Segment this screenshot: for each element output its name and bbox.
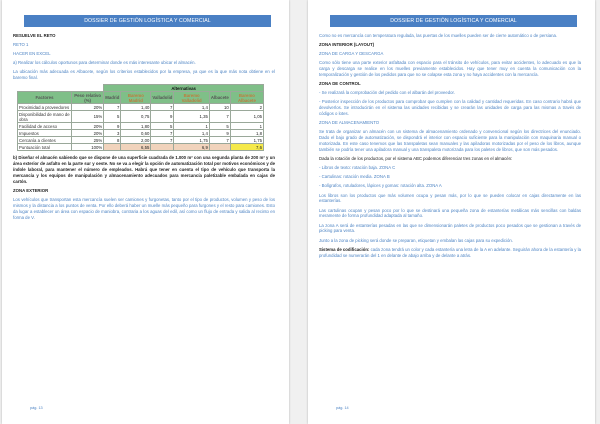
table-cell: 7 <box>209 137 230 144</box>
table-cell: Cercanía a clientes <box>18 137 72 144</box>
table-cell: 1,40 <box>121 104 151 111</box>
page-header-banner: DOSSIER DE GESTIÓN LOGÍSTICA Y COMERCIAL <box>24 15 271 27</box>
table-cell <box>151 144 174 151</box>
page-body <box>13 33 275 224</box>
table-header: Baremo Valladolid <box>174 92 209 104</box>
question-a: a) Realizar los cálculos oportunos para determinar donde es más interesante ubicar el almacén. <box>13 60 196 66</box>
table-row <box>18 137 264 144</box>
document-page-13 <box>2 0 289 424</box>
zona-exterior-text: Los vehículos que transportan esta mercancía suelen ser camiones y furgonetas, tanto por el tipo de productos, volumen y peso de los mismos y la distancia a los puntos de venta. Por ello deberá haber un muelle más pequeño para furgones y el resto para camiones. Esto da lugar a establecer un área con espacio de maniobra, contraria a los aguas del edil, así como un flujo de entrada y salida al recinto en forma de V. <box>13 197 275 220</box>
paragraph: Los libros son los productos que más volumen ocupa y pesan más, por lo que se pueden colocar en cajas directamente en las estanterías. <box>319 192 581 204</box>
table-cell: 1,4 <box>174 104 209 111</box>
paragraph: Como sólo tiene una parte exterior asfaltada con espacio para el tránsito de vehículos, para evitar accidentes, lo adecuado es que la carga y descarga se realice en los muelles previamente establecidos. Hay que tener muy en cuenta la comunicación con la temporalización y gestión de los pedidos para que no se colapse esta zona y no haya accidentes con la mercancía. <box>319 60 581 78</box>
paragraph: Dada la rotación de los productos, por el sistema ABC podemos diferenciar tres zonas en el almacén: <box>319 156 513 162</box>
table-row <box>18 130 264 137</box>
section-title-zona-exterior: ZONA EXTERIOR <box>13 188 49 194</box>
table-header: Valladolid <box>151 92 174 104</box>
subsection-title: ZONA DE CARGA Y DESCARGA <box>319 51 384 57</box>
table-header: Baremo Albacete <box>230 92 263 104</box>
table-cell: 20% <box>72 104 104 111</box>
table-header: Factores <box>18 92 72 104</box>
table-header: Albacete <box>209 92 230 104</box>
page-body <box>319 33 581 262</box>
table-cell: 5 <box>209 123 230 130</box>
table-cell: 7 <box>151 104 174 111</box>
table-cell: 0,60 <box>121 130 151 137</box>
alternatives-table <box>17 84 264 151</box>
table-cell: 7 <box>209 111 230 123</box>
section-title-zona-control: ZONA DE CONTROL <box>319 81 361 87</box>
subsection-title: ZONA DE ALMACENAMIENTO <box>319 120 380 126</box>
table-group-header: Alternativas <box>104 85 264 92</box>
table-cell: Proximidad a proveedores <box>18 104 72 111</box>
table-intro: La ubicación más adecuada es Albacete, según los criterios establecidos por la empresa, ya que es la que más nota obtiene en el baremo final. <box>13 69 275 81</box>
table-header: Baremo Madrid <box>121 92 151 104</box>
table-cell: Facilidad de acceso <box>18 123 72 130</box>
table-cell: 15% <box>72 111 104 123</box>
table-cell: 7 <box>151 137 174 144</box>
hacer-label: HACER EN EXCEL <box>13 51 51 57</box>
list-item: - Se realizará la comprobación del pedido con el albarán del proveedor. <box>319 90 455 96</box>
table-cell: 1,8 <box>230 130 263 137</box>
table-cell: 100% <box>72 144 104 151</box>
table-cell: 25% <box>72 137 104 144</box>
table-cell: Puntuación total <box>18 144 72 151</box>
table-cell: 1,4 <box>174 130 209 137</box>
paragraph: La zona A será de estanterías pesadas en las que se dimensionarán paletes de productos poco pesados que se gestionan a través de picking para venta. <box>319 222 581 234</box>
page-header-banner: DOSSIER DE GESTIÓN LOGÍSTICA Y COMERCIAL <box>330 15 577 27</box>
table-cell: 9 <box>209 130 230 137</box>
table-cell: 5 <box>104 111 121 123</box>
list-item: - Cartulinas: rotación media. ZONA B <box>319 174 390 180</box>
page-number: pág. 13 <box>30 406 43 410</box>
table-cell: 1,75 <box>174 137 209 144</box>
table-cell: 1 <box>174 123 209 130</box>
document-page-14 <box>308 0 595 424</box>
table-cell: 1 <box>230 123 263 130</box>
reto-label: RETO 1 <box>13 42 29 48</box>
list-item: - Libros de texto: rotación baja. ZONA C <box>319 165 396 171</box>
table-cell: Disponibilidad de mano de obra <box>19 111 70 122</box>
paragraph: Como no es mercancía con temperatura regulada, las puertas de los muelles pueden ser de cierre automático o de persiana. <box>319 33 558 38</box>
table-cell: 9 <box>104 123 121 130</box>
list-item: - Bolígrafos, rotuladores, lápices y gomas: rotación alta. ZONA A <box>319 183 442 189</box>
table-cell: 5 <box>151 123 174 130</box>
table-cell-highlight: 7,6 <box>230 144 263 151</box>
list-item: - Posterior inspección de los productos para comprobar que cumplen con la calidad y cantidad requeridas. En caso contrario habrá que devolverlos. Se introducirán en el sistema las unidades recibidas y se crearán las unidades de carga para las mismas a través de códigos o lotes. <box>319 99 581 117</box>
paragraph-codificacion <box>319 247 581 259</box>
table-row-total <box>18 144 264 151</box>
question-b: b) Diseñar el almacén sabiendo que se dispone de una superficie cuadrada de 1.000 m² con una segunda planta de 200 m² y un área exterior de asfalto en la parte sur y oeste. No se va a elegir la opción de automatización total por motivos económicos y de índole laboral, para mantener el número de empleados. Habrá que tener en cuenta el tipo de vehículo que transporta la mercancía y los equipos de manipulación y almacenamiento adecuados para mercancía paletizable embalada en cajas de cartón. <box>13 155 275 184</box>
page-number: pág. 14 <box>336 406 349 410</box>
table-cell: 6,55 <box>121 144 151 151</box>
table-cell: 1,75 <box>230 137 263 144</box>
table-cell: 20% <box>72 130 104 137</box>
paragraph: Se trata de organizar un almacén con un sistema de almacenamiento ordenado y convencional según los directrices del enunciado. Dado el bajo grado de automatización, se dispondrá el interior con espacio suficiente para la manipulación con maquinaria manual o motorizada. En este caso tenemos que las transpaletas sean manuales y las apiladoras motorizadas por el peso de los libros, aunque también se podría tener una apiladora manual y una transpaleta motorizada para los paletes de libros, que son más pesados. <box>319 129 581 153</box>
table-cell: 7 <box>104 104 121 111</box>
table-row <box>18 111 264 123</box>
section-title-zona-interior: ZONA INTERIOR (LAYOUT) <box>319 42 375 48</box>
table-cell: 1,05 <box>230 111 263 123</box>
codificacion-text: cada zona tendrá un color y cada estantería una letra de la A en adelante. Seguirán ahora de la estantería y la profundidad se numerarán del 1 en delante de abajo arriba y de delante a atrás. <box>319 246 581 258</box>
table-cell <box>104 144 121 151</box>
table-cell: 1,80 <box>121 123 151 130</box>
table-cell: Impuestos <box>18 130 72 137</box>
table-cell <box>209 144 230 151</box>
table-row <box>18 104 264 111</box>
table-cell: 1,35 <box>174 111 209 123</box>
table-cell: 6,9 <box>174 144 209 151</box>
table-cell: 2 <box>230 104 263 111</box>
table-cell: 10 <box>209 104 230 111</box>
table-row <box>18 123 264 130</box>
paragraph: Las cartulinas ocupan y pesan poco por lo que se destinará una pequeña zona de estanterías metálicas más sencillas con baldas meramente de forma profundidad adaptada al tamaño. <box>319 207 581 219</box>
table-cell: 3 <box>104 130 121 137</box>
table-cell: 2,00 <box>121 137 151 144</box>
section-title-resuelve: RESUELVE EL RETO <box>13 33 56 38</box>
table-cell: 8 <box>104 137 121 144</box>
table-cell: 0,75 <box>121 111 151 123</box>
table-cell: 20% <box>72 123 104 130</box>
codificacion-label: Sistema de codificación: <box>319 246 370 252</box>
table-cell: 9 <box>151 111 174 123</box>
paragraph: Junto a la zona de picking será donde se preparan, etiquetan y embalan las cajas para su expedición. <box>319 237 513 243</box>
table-header: Madrid <box>104 92 121 104</box>
table-header: Peso relativo (%) <box>72 92 104 104</box>
table-cell: 7 <box>151 130 174 137</box>
